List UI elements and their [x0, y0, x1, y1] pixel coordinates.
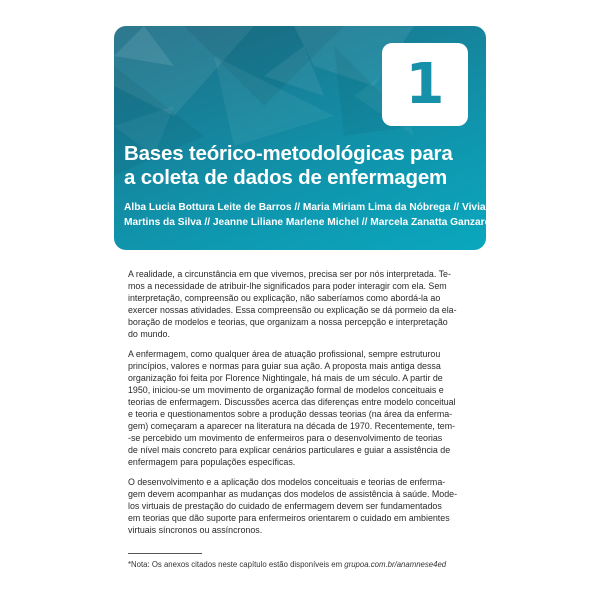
chapter-authors [124, 200, 500, 230]
body-line: e teoria e questionamentos sobre a produção dessas teorias (na área da enferma- [128, 409, 453, 420]
authors-line: Martins da Silva // Jeanne Liliane Marlene Michel // Marcela Zanatta Ganzarolli [124, 217, 500, 228]
chapter-title-line: a coleta de dados de enfermagem [124, 166, 448, 189]
footnote-link[interactable]: grupoa.com.br/anamnese4ed [344, 560, 447, 569]
body-line: A enfermagem, como qualquer área de atuação profissional, sempre estruturou [128, 348, 441, 359]
chapter-title [124, 142, 474, 190]
chapter-number-box [382, 43, 468, 126]
chapter-title-line: Bases teórico-metodológicas para [124, 142, 453, 165]
body-line: gem devem acompanhar as mudanças dos modelos de assistência à saúde. Mode- [128, 488, 458, 499]
body-line: boração de modelos e teorias, que organizam a nossa percepção e interpretação [128, 317, 448, 328]
body-line: enfermagem para populações específicas. [128, 457, 296, 468]
body-line: O desenvolvimento e a aplicação dos modelos conceituais e teorias de enferma- [128, 476, 446, 487]
body-line: exercer nossas atividades. Essa compreensão ou explicação se dá pormeio da ela- [128, 305, 457, 316]
body-line: A realidade, a circunstância em que vivemos, precisa ser por nós interpretada. Te- [128, 269, 451, 279]
footnote-text: *Nota: Os anexos citados neste capítulo estão disponíveis em [128, 560, 345, 569]
body-line: gem) começaram a aparecer na literatura na década de 1970. Recentemente, tem- [128, 421, 456, 432]
chapter-body [128, 268, 476, 543]
body-line: princípios, valores e normas para guiar sua ação. A proposta mais antiga dessa [128, 360, 441, 371]
footnote-divider [128, 553, 202, 554]
body-line: de nível mais concreto para explicar cenários particulares e guiar a assistência de [128, 445, 451, 456]
body-line: do mundo. [128, 329, 170, 340]
body-line: virtuais síncronos ou assíncronos. [128, 524, 263, 535]
body-line: 1950, iniciou-se um movimento de organização formal de modelos conceituais e [128, 384, 444, 395]
body-paragraph [128, 476, 476, 536]
body-paragraph [128, 348, 476, 469]
chapter-number: 1 [405, 51, 445, 117]
body-line: organização foi feita por Florence Nightingale, há mais de um século. A partir de [128, 372, 443, 383]
body-line: teorias de enfermagem. Discussões acerca das diferenças entre modelo conceitual [128, 396, 456, 407]
body-line: mos a necessidade de atribuir-lhe significados para poder interagir com ela. Sem [128, 281, 447, 292]
body-paragraph [128, 268, 476, 341]
body-line: em teorias que dão suporte para enfermeiros orientarem o cuidado em ambientes [128, 512, 450, 523]
body-line: los virtuais de prestação do cuidado de enfermagem devem ser fundamentados [128, 500, 442, 511]
body-line: -se percebido um movimento de enfermeiros para o desenvolvimento de teorias [128, 433, 443, 444]
footnote [128, 560, 478, 569]
body-line: interpretação, compreensão ou explicação, não saberíamos como abordá-la ao [128, 293, 441, 304]
authors-line: Alba Lucia Bottura Leite de Barros // Maria Miriam Lima da Nóbrega // Viviane [124, 202, 498, 213]
